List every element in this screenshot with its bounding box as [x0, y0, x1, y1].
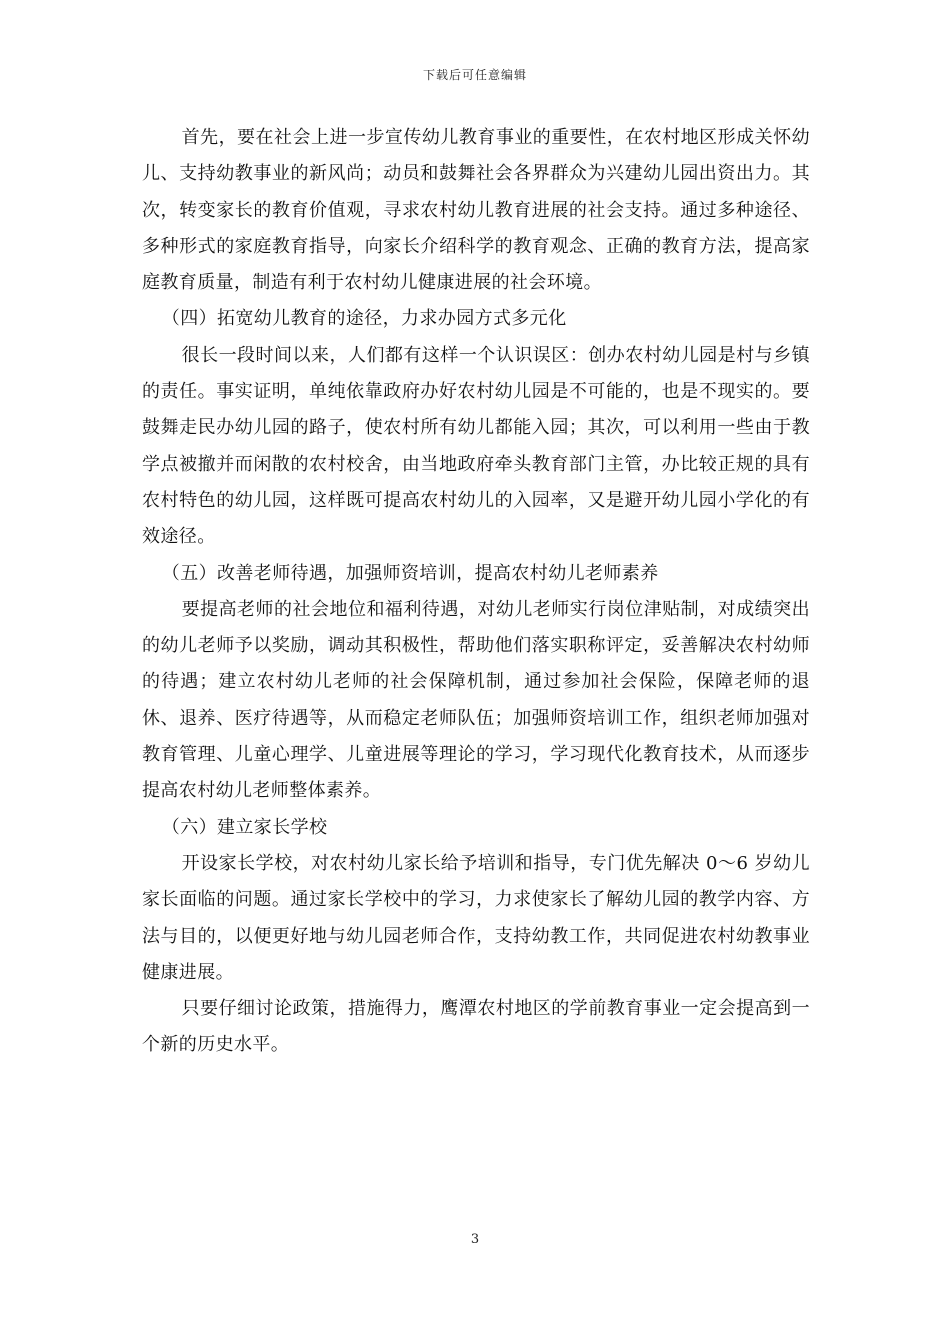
section-heading-6: （六）建立家长学校 — [161, 816, 328, 838]
section-heading-4: （四）拓宽幼儿教育的途径，力求办园方式多元化 — [161, 308, 567, 330]
section-heading-5: （五）改善老师待遇，加强师资培训，提高农村幼儿老师素养 — [161, 562, 659, 584]
paragraph-diversify: 很长一段时间以来，人们都有这样一个认识误区：创办农村幼儿园是村与乡镇的责任。事实证明，单纯依靠政府办好农村幼儿园是不可能的，也是不现实的。要鼓舞走民办幼儿园的路子，使农村所有幼儿都能入园；其次，可以利用一些由于教学点被撤并而闲散的农村校舍，由当地政府牵头教育部门主管，办比较正规的具有农村特色的幼儿园，这样既可提高农村幼儿的入园率，又是避开幼儿园小学化的有效途径。 — [142, 344, 810, 548]
document-body — [142, 120, 810, 1064]
paragraph-conclusion: 只要仔细讨论政策，措施得力，鹰潭农村地区的学前教育事业一定会提高到一个新的历史水平。 — [142, 998, 810, 1056]
paragraph-teachers: 要提高老师的社会地位和福利待遇，对幼儿老师实行岗位津贴制，对成绩突出的幼儿老师予以奖励，调动其积极性，帮助他们落实职称评定，妥善解决农村幼师的待遇；建立农村幼儿老师的社会保障机制，通过参加社会保险，保障老师的退休、退养、医疗待遇等，从而稳定老师队伍；加强师资培训工作，组织老师加强对教育管理、儿童心理学、儿童进展等理论的学习，学习现代化教育技术，从而逐步提高农村幼儿老师整体素养。 — [142, 598, 810, 802]
paragraph-publicity: 首先，要在社会上进一步宣传幼儿教育事业的重要性，在农村地区形成关怀幼儿、支持幼教事业的新风尚；动员和鼓舞社会各界群众为兴建幼儿园出资出力。其次，转变家长的教育价值观，寻求农村幼儿教育进展的社会支持。通过多种途径、多种形式的家庭教育指导，向家长介绍科学的教育观念、正确的教育方法，提高家庭教育质量，制造有利于农村幼儿健康进展的社会环境。 — [142, 127, 810, 294]
paragraph-parent-school: 开设家长学校，对农村幼儿家长给予培训和指导，专门优先解决 0～6 岁幼儿家长面临的问题。通过家长学校中的学习，力求使家长了解幼儿园的教学内容、方法与目的，以便更好地与幼儿园老师合作，支持幼教工作，共同促进农村幼教事业健康进展。 — [142, 852, 810, 983]
page-header: 下载后可任意编辑 — [422, 68, 527, 82]
page-number: 3 — [470, 1232, 480, 1247]
